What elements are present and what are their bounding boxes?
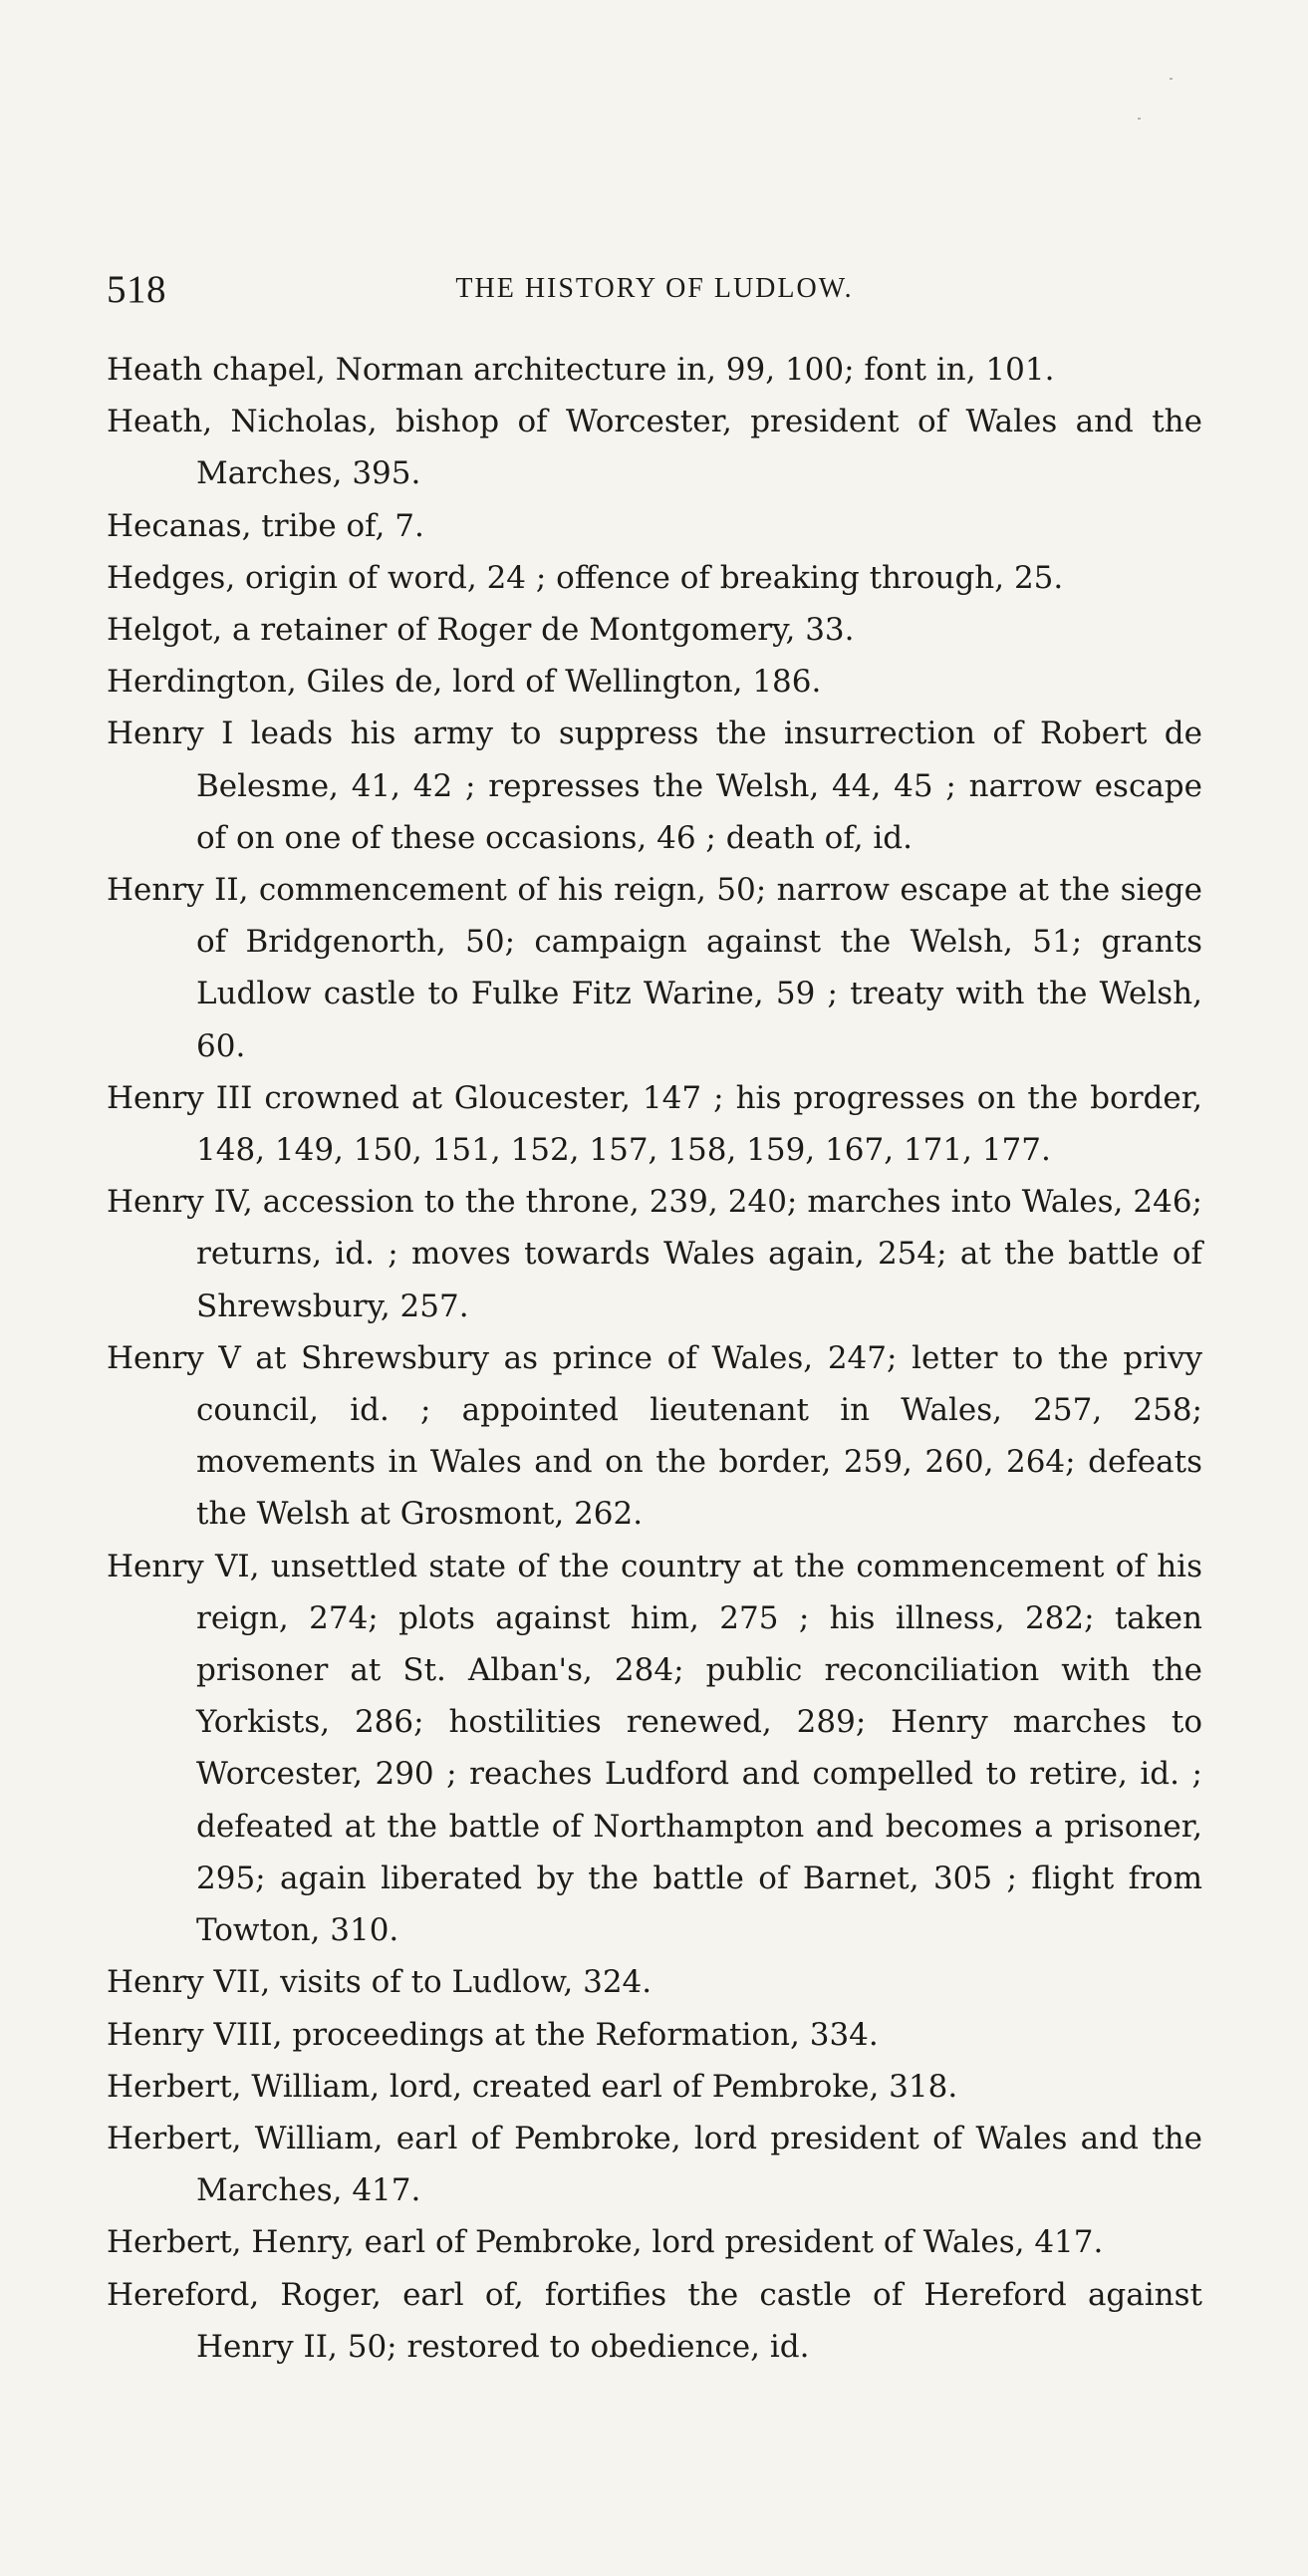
index-entry-text: Herbert, Henry, earl of Pembroke, lord president of Wales, 417. [107,2224,1104,2261]
index-entry [107,2113,1212,2216]
index-entry [107,604,1202,656]
index-entry-text: Helgot, a retainer of Roger de Montgomery, 33. [107,612,855,649]
paper-speck [1170,78,1173,80]
index-entry [107,1072,1212,1176]
index-entry-text: Henry VII, visits of to Ludlow, 324. [107,1964,653,2001]
index-entry [107,344,1202,396]
index-entry [107,1956,1202,2008]
index-entry [107,1541,1212,1957]
running-title: THE HISTORY OF LUDLOW. [455,273,854,304]
index-entry [107,552,1202,604]
index-entry-text: Henry III crowned at Gloucester, 147 ; his progresses on the border, 148, 149, 150, 151, 152, 157, 158, 159, 167, 171, 177. [107,1079,1212,1169]
index-entry-text: Henry VIII, proceedings at the Reformation, 334. [107,2016,879,2053]
index-entry [107,864,1212,1072]
index-entry [107,2061,1202,2113]
index-entry-text: Henry IV, accession to the throne, 239, 240; marches into Wales, 246; returns, id. ; moves towards Wales again, 254; at the battle of Shrewsbury, 257. [107,1184,1212,1324]
index-entry-text: Heath, Nicholas, bishop of Worcester, president of Wales and the Marches, 395. [107,404,1212,492]
paper-speck [1138,118,1141,120]
index-entry-text: Hedges, origin of word, 24 ; offence of breaking through, 25. [107,559,1064,596]
index-entry [107,2216,1202,2268]
index-entry-text: Heath chapel, Norman architecture in, 99, 100; font in, 101. [107,352,1055,388]
index-entry [107,500,1202,552]
index-entry [107,656,1202,708]
index-body [107,344,1212,2373]
index-entry [107,1176,1212,1332]
index-entry [107,708,1212,864]
index-entry-text: Henry V at Shrewsbury as prince of Wales, 247; letter to the privy council, id. ; appointed lieutenant in Wales, 257, 258; movements in Wales and on the border, 259, 260, 264; defeats the Welsh at Grosmont, 262. [107,1339,1212,1533]
index-entry-text: Henry II, commencement of his reign, 50; narrow escape at the siege of Bridgenorth, 50; campaign against the Welsh, 51; grants Ludlow castle to Fulke Fitz Warine, 59 ; treaty with the Welsh, 60. [107,872,1212,1064]
index-entry [107,396,1212,499]
index-entry-text: Hecanas, tribe of, 7. [107,507,424,544]
index-entry [107,2269,1212,2373]
index-entry [107,1332,1212,1541]
index-entry-text: Henry VI, unsettled state of the country at the commencement of his reign, 274; plots against him, 275 ; his illness, 282; taken prisoner at St. Alban's, 284; public reconciliation with the Yorkists, 286; hostilities renewed, 289; Henry marches to Worcester, 290 ; reaches Ludford and compelled to retire, id. ; defeated at the battle of Northampton and becomes a prisoner, 295; again liberated by the battle of Barnet, 305 ; flight from Towton, 310. [107,1548,1212,1949]
index-entry-text: Herdington, Giles de, lord of Wellington, 186. [107,664,822,701]
index-entry-text: Hereford, Roger, earl of, fortifies the castle of Hereford against Henry II, 50; restored to obedience, id. [107,2276,1212,2365]
page-number: 518 [107,267,166,311]
index-entry [107,2009,1202,2061]
index-entry-text: Herbert, William, lord, created earl of Pembroke, 318. [107,2068,958,2105]
index-entry-text: Herbert, William, earl of Pembroke, lord president of Wales and the Marches, 417. [107,2120,1212,2209]
page-header [107,259,1202,319]
index-entry-text: Henry I leads his army to suppress the insurrection of Robert de Belesme, 41, 42 ; represses the Welsh, 44, 45 ; narrow escape of on one of these occasions, 46 ; death of, id. [107,716,1212,856]
